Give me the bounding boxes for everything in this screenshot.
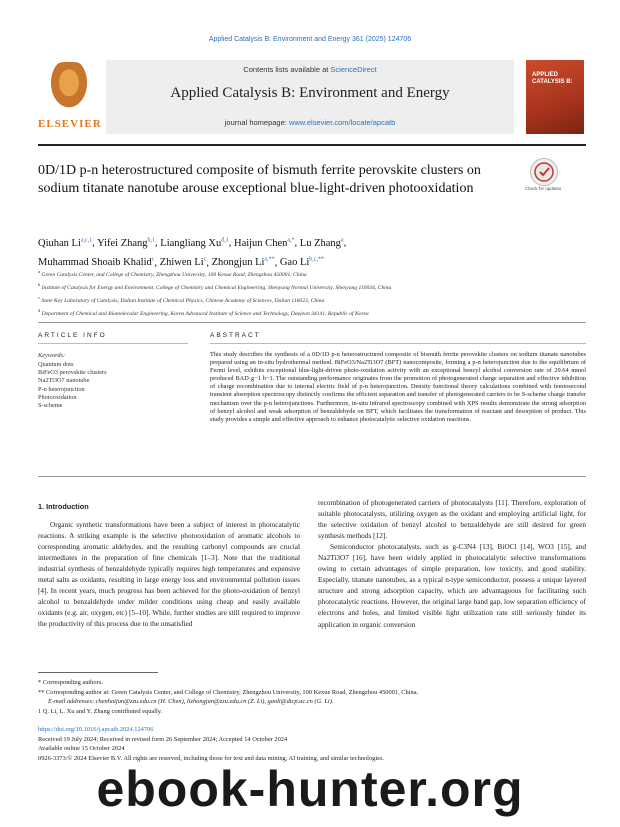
- author[interactable]: Gao $Li^{b,c,**}$: [279, 256, 324, 268]
- available-online: Available online 15 October 2024: [38, 745, 125, 753]
- section-divider: [38, 322, 586, 323]
- crossmark-icon[interactable]: [530, 158, 558, 186]
- running-head[interactable]: Applied Catalysis B: Environment and Energy 361 (2025) 124706: [208, 36, 412, 43]
- doi-link[interactable]: https://doi.org/10.1016/j.apcatb.2024.124706: [38, 726, 154, 733]
- contents-prefix: Contents lists available at: [243, 65, 331, 74]
- right-column: [318, 497, 586, 630]
- footnote-rule: [38, 672, 158, 673]
- author[interactable]: Haijun Chen$^{a,*}$: [233, 237, 295, 249]
- crossmark-glyph-icon: [531, 159, 557, 185]
- keyword: P-n heterojunction: [38, 385, 85, 393]
- copyright: 0926-3373/© 2024 Elsevier B.V. All rights are reserved, including those for text and data mining, AI training, and similar technologies.: [38, 754, 385, 762]
- author[interactable]: Lu Zhang$^a$: [299, 237, 344, 249]
- abstract-rule: [210, 343, 586, 344]
- author[interactable]: Liangliang Xu$^{d,1}$: [160, 237, 229, 249]
- article-title: 0D/1D p-n heterostructured composite of bismuth ferrite perovskite clusters on sodium titanate nanotube arouse exceptional blue-light-driven photooxidation: [38, 163, 481, 196]
- keywords-label: Keywords:: [38, 352, 66, 359]
- paragraph: Semiconductor photocatalysts, such as g-C3N4 [13], BiOCl [14], WO3 [15], and Na2Ti3O7 [16], have been widely applied in photocatalytic selective transformations owing to certain advantages of simple preparation, low toxicity, and good stability. Especially, titanate nanotubes, as a typical n-type semiconductor, possess a unique layered structure and strong adsorption capacity, which are advantageous for facilitating such photocatalytic reactions. However, the original large band gap, low separation efficiency of electrons and holes, and limited visible light utilization rate still seriously hinder its application in organic conversion: [318, 542, 586, 629]
- keyword: S-scheme: [38, 402, 63, 410]
- homepage-prefix: journal homepage:: [224, 118, 289, 127]
- abstract-heading: ABSTRACT: [210, 332, 261, 339]
- article-info-rule: [38, 343, 188, 344]
- author[interactable]: Yifei Zhang$^{b,1}$: [97, 237, 156, 249]
- journal-homepage: [106, 118, 514, 127]
- affiliation: $^b$ Institute of Catalysis for Energy and Environment, College of Chemistry and Chemical Engineering, Shenyang Normal University, Shenyang 110034, China: [38, 281, 392, 291]
- header-divider: [38, 144, 586, 146]
- elsevier-logo: [38, 60, 100, 134]
- affiliation: $^c$ State Key Laboratory of Catalysis, Dalian Institute of Chemical Physics, Chinese Academy of Sciences, Dalian 116023, China: [38, 294, 325, 304]
- affiliations: [38, 267, 586, 318]
- author[interactable]: Zhiwen Li$^c$: [159, 256, 207, 268]
- author[interactable]: Zhongjun $Li^{a,**}$: [211, 256, 275, 268]
- contents-line: [106, 65, 514, 74]
- sciencedirect-link[interactable]: ScienceDirect: [330, 65, 377, 74]
- keyword: Na2Ti3O7 nanotube: [38, 377, 90, 385]
- keywords-list: [38, 361, 188, 410]
- journal-cover-image[interactable]: [526, 60, 584, 134]
- footnote: 1 Q. Li, L. Xu and Y. Zhang contributed equally.: [38, 707, 163, 715]
- author-list: Qiuhan Li$^{a,c,1}$, Yifei Zhang$^{b,1}$, Liangliang Xu$^{d,1}$, Haijun Chen$^{a,*}$, Lu Zhang$^a$, Muhammad Shoaib Khalid$^c$, Zhiwen Li$^c$, Zhongjun $Li^{a,**}$, Gao $Li^{b,c,**}$: [38, 237, 347, 268]
- footnote: * Corresponding authors.: [38, 679, 103, 686]
- keyword: Photooxidation: [38, 393, 77, 401]
- author[interactable]: Muhammad Shoaib Khalid$^c$: [38, 256, 155, 268]
- received-dates: Received 19 July 2024; Received in revised form 26 September 2024; Accepted 14 October 2024: [38, 735, 288, 743]
- crossmark-label[interactable]: Check for updates: [524, 186, 562, 191]
- footnotes: [38, 678, 586, 716]
- homepage-link[interactable]: www.elsevier.com/locate/apcatb: [288, 118, 396, 127]
- keyword: Quantum dots: [38, 361, 74, 368]
- affiliation: $^a$ Green Catalysis Center, and College of Chemistry, Zhengzhou University, 100 Kexue Road, Zhengzhou 450001, China: [38, 269, 307, 278]
- abstract-text: This study describes the synthesis of a 0D/1D p-n heterostructured composite of bismuth ferrite perovskite clusters on sodium titanate nanotubes prepared using an in-situ hydrothermal method. BiFeO3/Na2Ti3O7 (BFT) nanocomposite, forming a p-n heterojunction due to the equilibrium of Fermi level, exhibits exceptional blue-light-driven photo-oxidation activity with an exceptional benzyl alcohol conversion rate of 29.64 mmol produced BAD·g−1 h−1. The outstanding performance originates from the promotion of photogenerated charge separation and effective inhibition of charge recombination due to internal electric field of p-n heterojunction. Density functional theory calculations combined with femtosecond transient absorption spectroscopy distinctly confirms the efficient separation and transfer of photogenerated carriers to be S-scheme charge transfer mechanism over the p-n heterojunctions. Furthermore, in-situ infrared spectroscopy combined with XPS results demonstrate the strong adsorption of benzyl alcohol and weak adsorption of benzaldehyde on BFT, which facilitates the transformation of reactant and desorption of product. This study provides a simple and effective approach to enhance photocatalytic selective oxidation reactions.: [210, 351, 586, 423]
- paragraph: Organic synthetic transformations have been a subject of interest in photocatalytic reactions. A striking example is the selective photooxidation of aromatic alcohols to corresponding aromatic aldehydes, and the resulting carbonyl compounds are crucial intermediates in the preparation of fine chemicals [1–3]. Note that the traditional industrial synthesis of benzaldehyde typically requires high temperatures and expensive metal salts as oxidants, resulting in large energy loss and environmental pollution issues [4]. In recent years, much progress has been achieved for the photo-oxidation of benzyl alcohol to benzaldehyde under milder conditions using cheap and easily available oxidants (e.g. air, oxygen, etc) [5–10]. While, further studies are still required to improve the productivity of this process due to the unsatisfied: [38, 520, 300, 629]
- left-column: [38, 519, 300, 629]
- footnote: ** Corresponding author at: Green Catalysis Center, and College of Chemistry, Zhengzhou University, 100 Kexue Road, Zhengzhou 450001, China.: [38, 688, 419, 696]
- introduction-heading: 1. Introduction: [38, 502, 89, 511]
- paragraph: recombination of photogenerated carriers of photocatalysts [11]. Therefore, exploration of suitable photocatalysts, utilizing oxygen as the oxidant and employing artificial light, for the selective oxidation of benzyl alcohol to benzaldehyde are still desired for green synthesis methods [12].: [318, 498, 586, 541]
- journal-info-box: [106, 60, 514, 134]
- journal-name: Applied Catalysis B: Environment and Energy: [170, 85, 450, 101]
- article-info-heading: ARTICLE INFO: [38, 332, 107, 339]
- elsevier-tree-icon: [46, 62, 92, 114]
- author[interactable]: Qiuhan Li$^{a,c,1}$: [38, 237, 93, 249]
- watermark: ebook-hunter.org: [96, 761, 524, 817]
- keyword: BiFeO3 perovskite clusters: [38, 369, 107, 377]
- cover-title: APPLIED CATALYSIS B:: [532, 72, 573, 85]
- journal-header: [38, 60, 586, 142]
- footnote: E-mail addresses: chenhaijun@zzu.edu.cn (H. Chen), lizhongjun@zzu.edu.cn (Z. Li), gaoli@dicp.ac.cn (G. Li).: [48, 698, 334, 706]
- publisher-name: ELSEVIER: [38, 118, 102, 130]
- affiliation: $^d$ Department of Chemical and Biomolecular Engineering, Korea Advanced Institute of Science and Technology, Daejeon 34141, Republic of Korea: [38, 307, 369, 317]
- article-footer: [38, 725, 586, 763]
- abstract-bottom-rule: [38, 476, 586, 477]
